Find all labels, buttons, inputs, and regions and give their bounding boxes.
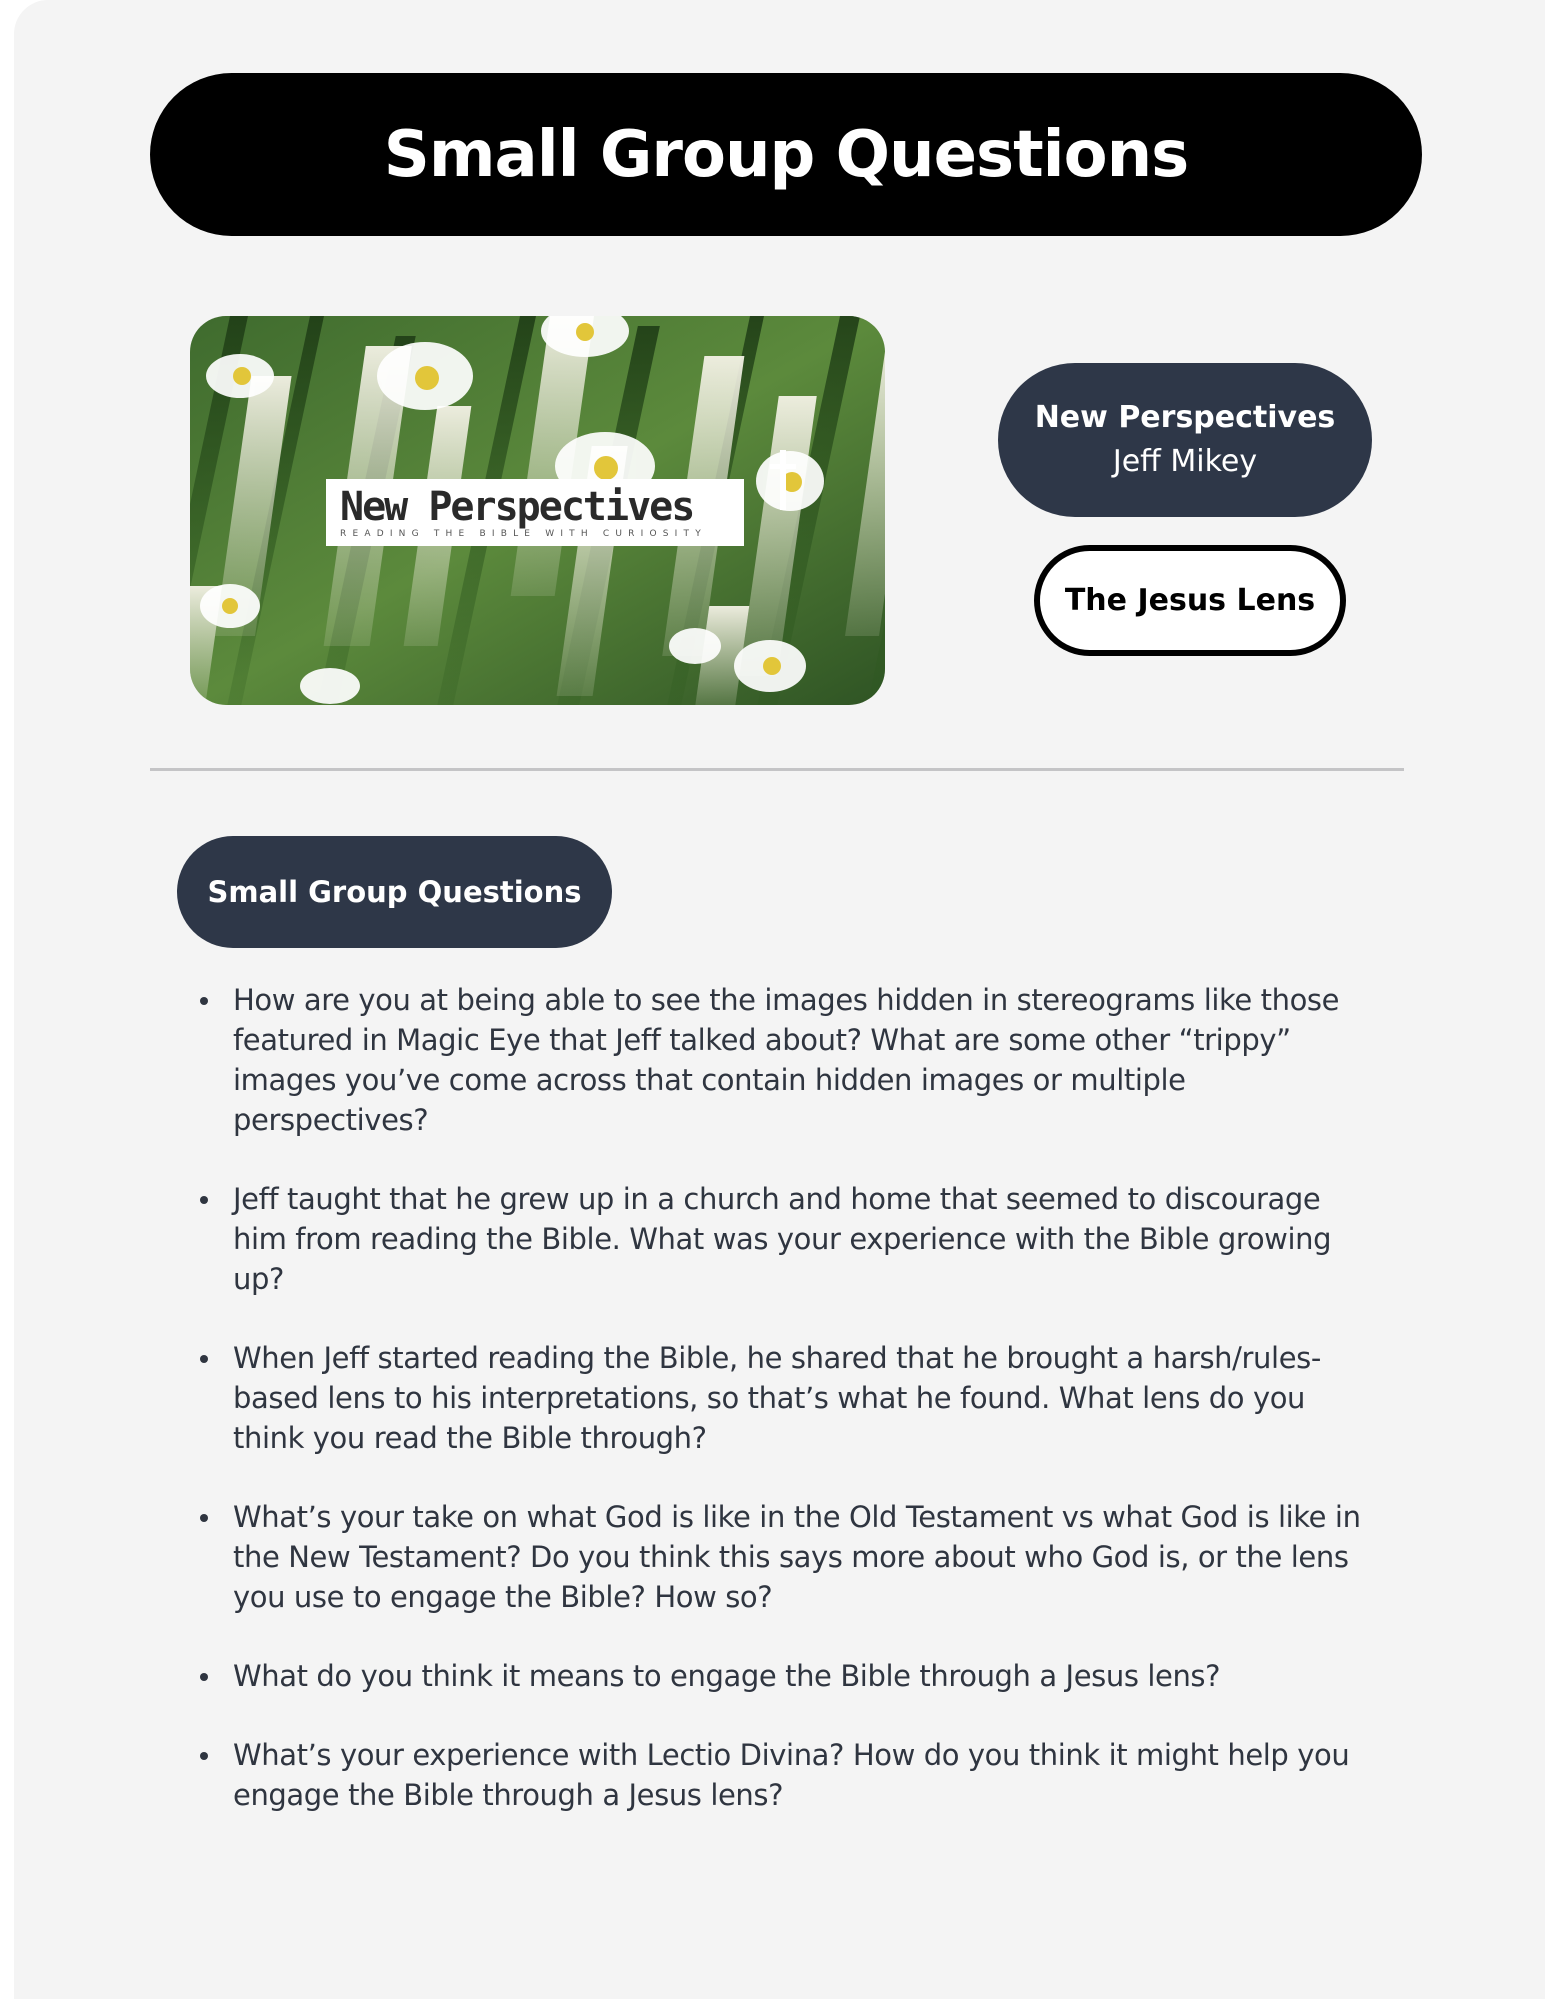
sermon-title-badge: [1034, 545, 1346, 656]
cross-icon: [768, 450, 798, 510]
page-title: Small Group Questions: [383, 117, 1189, 192]
page-card: [14, 0, 1545, 1999]
series-title: New Perspectives: [1034, 400, 1336, 435]
sermon-title: The Jesus Lens: [1064, 583, 1316, 618]
section-heading: Small Group Questions: [207, 875, 582, 909]
section-divider: [150, 768, 1404, 771]
section-heading-badge: [177, 836, 612, 948]
question-item: What do you think it means to engage the Bible through a Jesus lens?: [194, 1656, 1374, 1696]
question-item: What’s your take on what God is like in the Old Testament vs what God is like in the New Testament? Do you think this says more about who God is, or the lens you use to engage the Bible? How so?: [194, 1497, 1374, 1617]
question-item: Jeff taught that he grew up in a church and home that seemed to discourage him from reading the Bible. What was your experience with the Bible growing up?: [194, 1179, 1374, 1299]
question-list: [194, 980, 1374, 1854]
series-logo-title: New Perspectives: [340, 484, 694, 530]
speaker-name: Jeff Mikey: [1112, 444, 1258, 479]
series-artwork: [190, 316, 885, 705]
series-logo-subtitle: READING THE BIBLE WITH CURIOSITY: [340, 529, 707, 539]
question-item: What’s your experience with Lectio Divina? How do you think it might help you engage the Bible through a Jesus lens?: [194, 1735, 1374, 1815]
series-info-badge: [998, 363, 1372, 517]
question-item: When Jeff started reading the Bible, he shared that he brought a harsh/rules-based lens to his interpretations, so that’s what he found. What lens do you think you read the Bible through?: [194, 1338, 1374, 1458]
page-title-banner: [150, 73, 1422, 236]
series-logo: [326, 479, 744, 546]
question-item: How are you at being able to see the images hidden in stereograms like those featured in Magic Eye that Jeff talked about? What are some other “trippy” images you’ve come across that contain hidden images or multiple perspectives?: [194, 980, 1374, 1140]
